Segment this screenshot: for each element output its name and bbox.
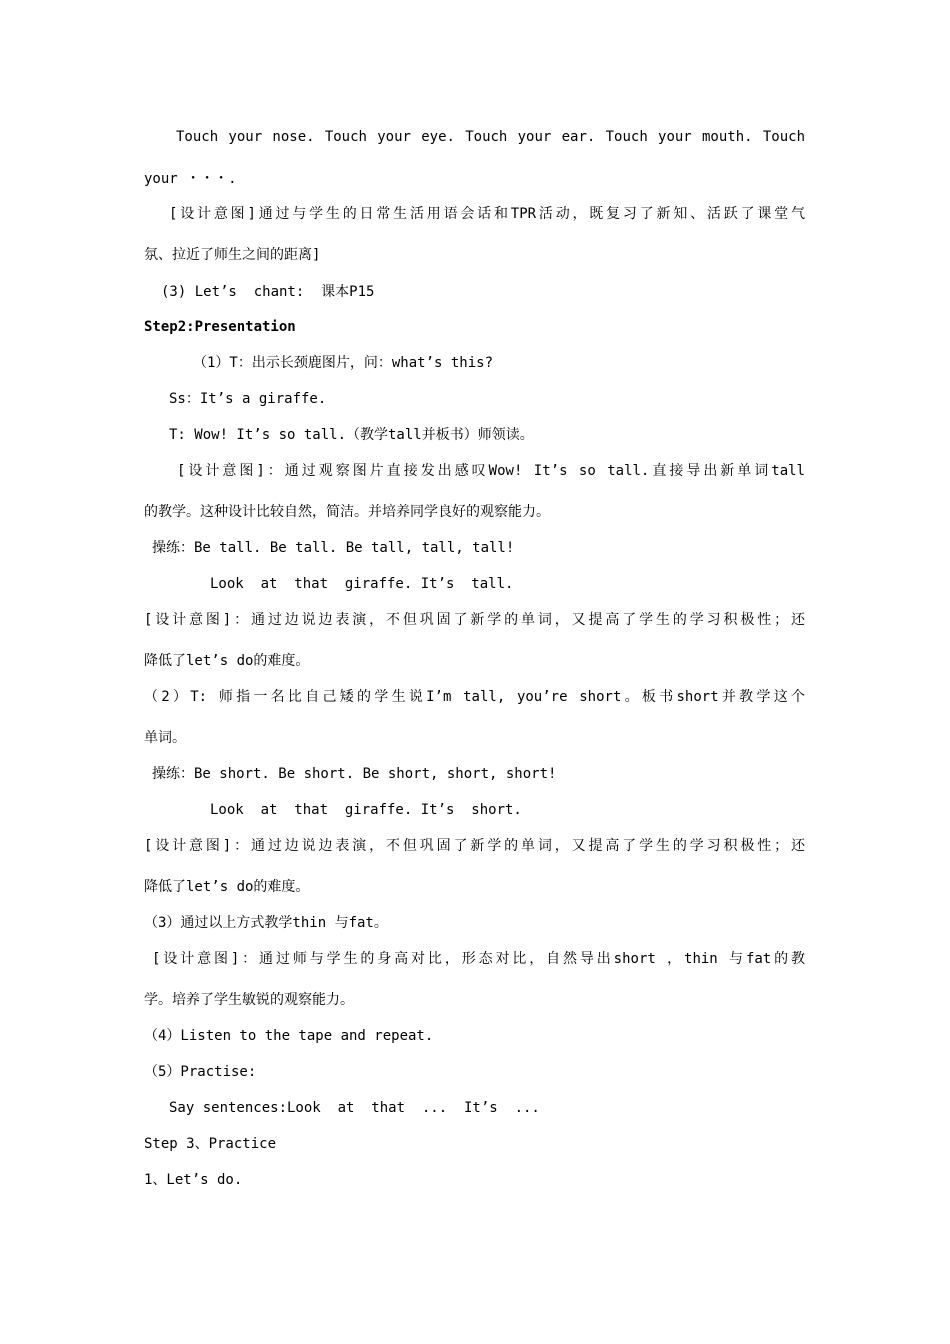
design-intent-line: [设计意图]：通过师与学生的身高对比，形态对比，自然导出short ，thin 与fat的教 bbox=[152, 951, 805, 967]
paragraph-line: 1、Let’s do. bbox=[144, 1172, 243, 1188]
paragraph-line: your ・・・. bbox=[144, 171, 237, 187]
design-intent-line: [设计意图]：通过边说边表演，不但巩固了新学的单词，又提高了学生的学习积极性；还 bbox=[144, 838, 805, 854]
design-intent-line: [设计意图]：通过观察图片直接发出感叹Wow! It’s so tall.直接导出新单词tall bbox=[177, 463, 805, 479]
design-intent-line: [设计意图]：通过边说边表演，不但巩固了新学的单词，又提高了学生的学习积极性；还 bbox=[144, 612, 805, 628]
section-heading: Step2:Presentation bbox=[144, 319, 296, 335]
paragraph-line: 单词。 bbox=[144, 730, 186, 746]
design-intent-line: 降低了let’s do的难度。 bbox=[144, 879, 310, 895]
paragraph-line: （3）通过以上方式教学thin 与fat。 bbox=[144, 915, 388, 931]
practice-line: 操练：Be short. Be short. Be short, short, short! bbox=[152, 766, 557, 782]
paragraph-line: （5）Practise: bbox=[144, 1064, 257, 1080]
practice-line: 操练：Be tall. Be tall. Be tall, tall, tall! bbox=[152, 540, 515, 556]
paragraph-line: （1）T：出示长颈鹿图片，问：what’s this? bbox=[193, 355, 494, 371]
section-heading: Step 3、Practice bbox=[144, 1136, 277, 1152]
design-intent-line: 降低了let’s do的难度。 bbox=[144, 653, 310, 669]
paragraph-line: （2）T: 师指一名比自己矮的学生说I’m tall, you’re short。板书short并教学这个 bbox=[144, 689, 805, 705]
practice-line: Look at that giraffe. It’s tall. bbox=[210, 576, 514, 592]
design-intent-line: [设计意图]通过与学生的日常生活用语会话和TPR活动，既复习了新知、活跃了课堂气 bbox=[169, 206, 805, 222]
paragraph-line: T: Wow! It’s so tall.（教学tall并板书）师领读。 bbox=[169, 427, 534, 443]
paragraph-line: Ss：It’s a giraffe. bbox=[169, 391, 327, 407]
practice-line: Look at that giraffe. It’s short. bbox=[210, 802, 522, 818]
paragraph-line: Touch your nose. Touch your eye. Touch your ear. Touch your mouth. Touch bbox=[176, 129, 805, 145]
paragraph-line: Say sentences:Look at that ... It’s ... bbox=[169, 1100, 540, 1116]
design-intent-line: 学。培养了学生敏锐的观察能力。 bbox=[144, 992, 354, 1008]
paragraph-line: (3) Let’s chant: 课本P15 bbox=[161, 284, 375, 300]
paragraph-line: （4）Listen to the tape and repeat. bbox=[144, 1028, 434, 1044]
design-intent-line: 氛、拉近了师生之间的距离] bbox=[144, 247, 321, 263]
design-intent-line: 的教学。这种设计比较自然，简洁。并培养同学良好的观察能力。 bbox=[144, 504, 550, 520]
